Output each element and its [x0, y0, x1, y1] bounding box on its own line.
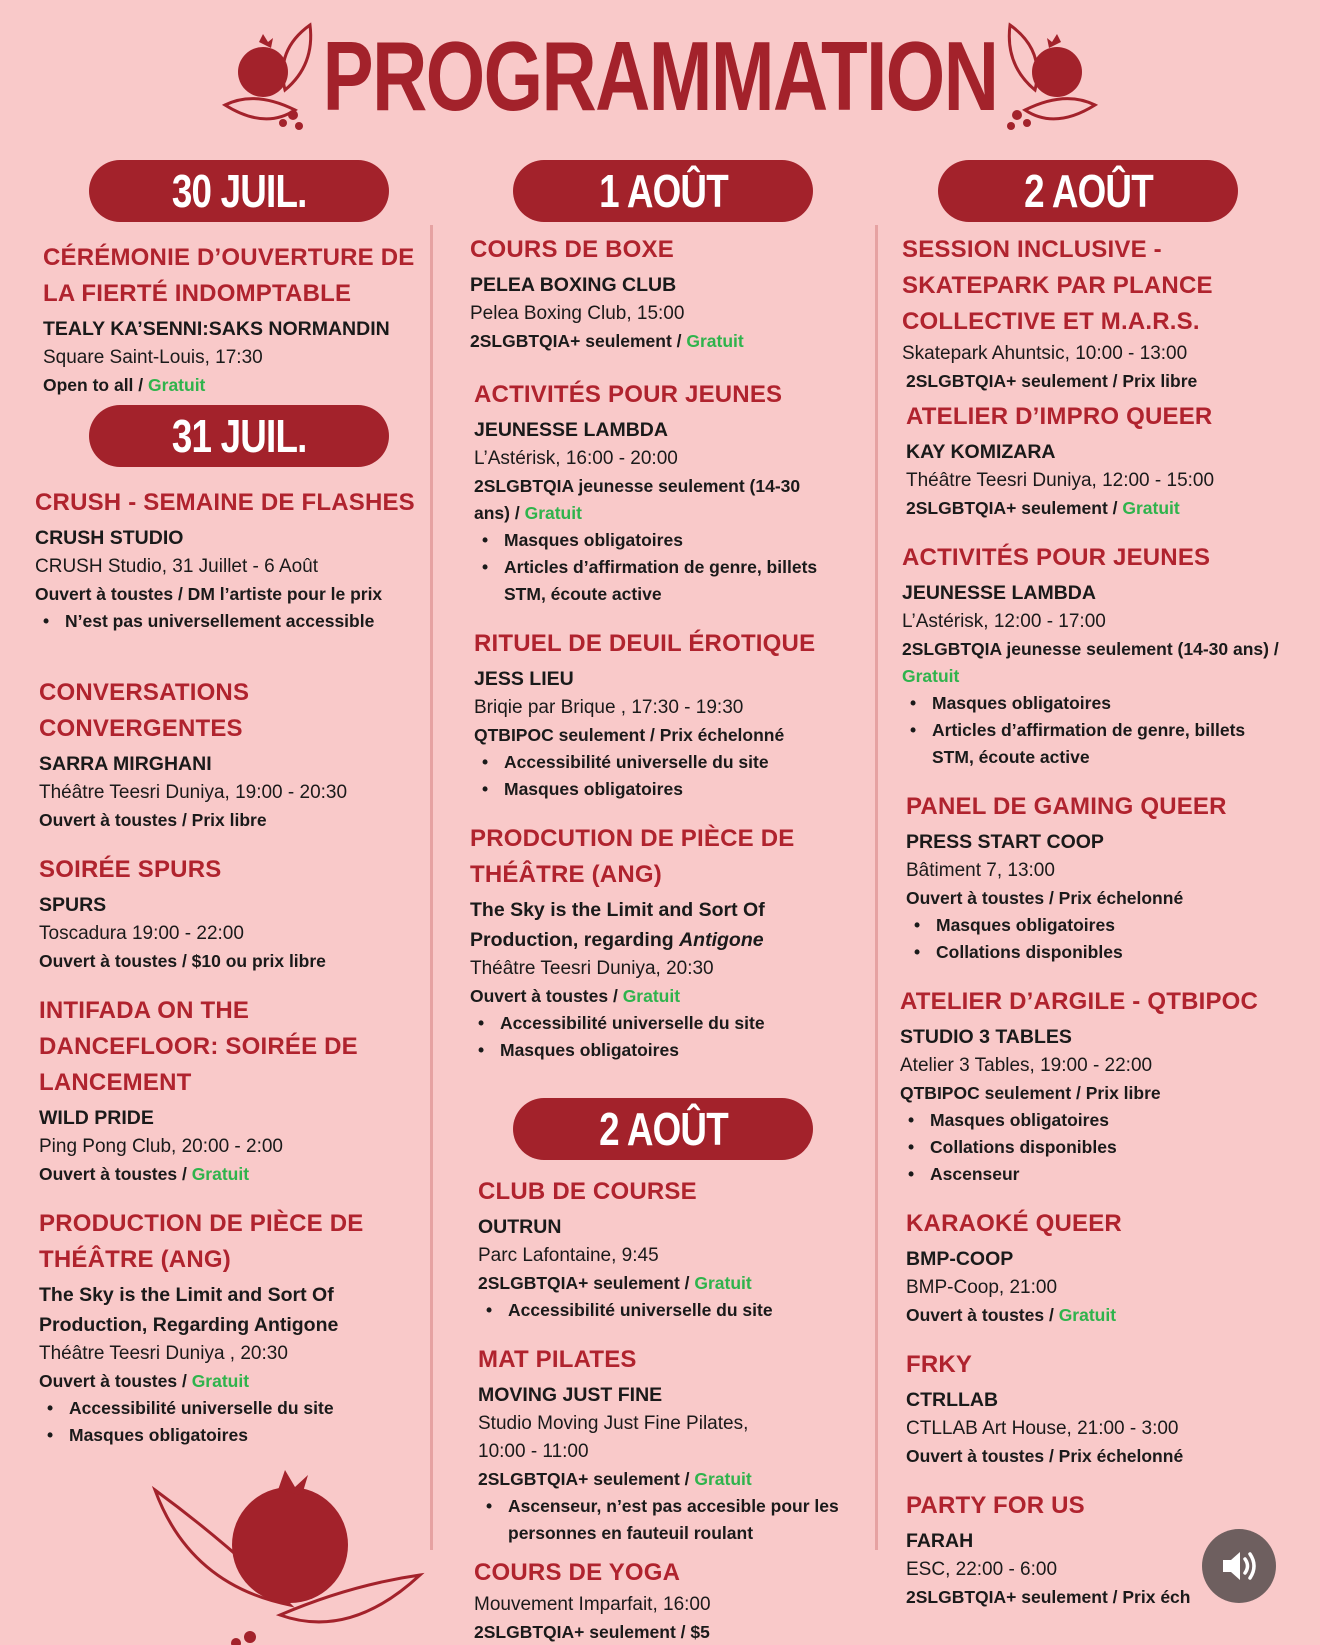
- event-location: Studio Moving Just Fine Pilates, 10:00 - 11:00: [478, 1413, 749, 1462]
- event-location: L’Astérisk, 16:00 - 20:00: [474, 448, 678, 469]
- list-item: • Ascenseur: [906, 1161, 1318, 1188]
- event-title: PARTY FOR US: [906, 1492, 1085, 1519]
- event-organizer: TEALY KA’SENNI:SAKS NORMANDIN: [43, 318, 390, 340]
- event-card: [470, 626, 870, 803]
- date-pill: 31 JUIL.: [89, 405, 389, 467]
- event-title: PRODUCTION DE PIÈCE DE THÉÂTRE (ANG): [39, 1210, 364, 1273]
- event-access: 2SLGBTQIA+ seulement / $5: [474, 1622, 710, 1642]
- event-access: Ouvert à toustes / Gratuit: [39, 1164, 250, 1184]
- event-location: Pelea Boxing Club, 15:00: [470, 303, 685, 324]
- event-card: [35, 485, 435, 635]
- event-organizer: The Sky is the Limit and Sort Of Production, regarding Antigone: [470, 899, 765, 951]
- event-card: [898, 232, 1318, 395]
- event-organizer: PRESS START COOP: [906, 831, 1104, 853]
- event-title: CONVERSATIONS CONVERGENTES: [39, 679, 250, 742]
- event-location: Mouvement Imparfait, 16:00: [474, 1594, 711, 1615]
- list-item: • Masques obligatoires: [480, 527, 870, 554]
- event-access: QTBIPOC seulement / Prix libre: [900, 1083, 1161, 1103]
- event-card: [470, 1555, 870, 1645]
- event-access: 2SLGBTQIA jeunesse seulement (14-30 ans) / Gratuit: [474, 476, 801, 523]
- list-item: • Masques obligatoires: [480, 776, 870, 803]
- list-item: • Masques obligatoires: [906, 1107, 1318, 1134]
- event-title: RITUEL DE DEUIL ÉROTIQUE: [474, 630, 816, 657]
- event-organizer: MOVING JUST FINE: [478, 1384, 663, 1406]
- event-location: L’Astérisk, 12:00 - 17:00: [902, 611, 1106, 632]
- event-title: CÉRÉMONIE D’OUVERTURE DE LA FIERTÉ INDOMPTABLE: [43, 244, 415, 307]
- event-access: Ouvert à toustes / Gratuit: [906, 1305, 1117, 1325]
- event-title: INTIFADA ON THE DANCEFLOOR: SOIRÉE DE LANCEMENT: [39, 997, 358, 1096]
- event-title: ATELIER D’ARGILE - QTBIPOC: [900, 988, 1259, 1015]
- event-organizer: STUDIO 3 TABLES: [900, 1026, 1072, 1048]
- date-pill: 2 AOÛT: [513, 1098, 813, 1160]
- event-access: 2SLGBTQIA+ seulement / Gratuit: [470, 331, 744, 351]
- list-item: • Collations disponibles: [906, 1134, 1318, 1161]
- event-access: 2SLGBTQIA+ seulement / Gratuit: [906, 498, 1180, 518]
- sound-icon: [1220, 1549, 1258, 1583]
- sound-button[interactable]: [1202, 1529, 1276, 1603]
- event-location: Théâtre Teesri Duniya, 12:00 - 15:00: [906, 470, 1215, 491]
- list-item: • Masques obligatoires: [912, 912, 1318, 939]
- event-location: Square Saint-Louis, 17:30: [43, 347, 263, 368]
- event-location: CTLLAB Art House, 21:00 - 3:00: [906, 1418, 1179, 1439]
- event-access: Ouvert à toustes / Gratuit: [39, 1371, 250, 1391]
- event-card: [898, 540, 1318, 771]
- event-access: Ouvert à toustes / Prix échelonné: [906, 1446, 1184, 1466]
- event-card: [35, 993, 435, 1188]
- event-title: FRKY: [906, 1351, 973, 1378]
- event-location: CRUSH Studio, 31 Juillet - 6 Août: [35, 556, 319, 577]
- list-item: • Masques obligatoires: [908, 690, 1318, 717]
- event-title: COURS DE BOXE: [470, 236, 674, 263]
- list-item: • Accessibilité universelle du site: [480, 749, 870, 776]
- event-location: Théâtre Teesri Duniya, 20:30: [470, 958, 714, 979]
- event-card: [470, 377, 870, 608]
- event-location: Atelier 3 Tables, 19:00 - 22:00: [900, 1055, 1153, 1076]
- list-item: • Accessibilité universelle du site: [476, 1010, 870, 1037]
- column-1: [35, 160, 435, 1449]
- event-title: PANEL DE GAMING QUEER: [906, 793, 1227, 820]
- event-organizer: CRUSH STUDIO: [35, 527, 184, 549]
- event-access: Ouvert à toustes / Gratuit: [470, 986, 681, 1006]
- event-title: CLUB DE COURSE: [478, 1178, 697, 1205]
- event-access: Ouvert à toustes / Prix libre: [39, 810, 267, 830]
- event-title: KARAOKÉ QUEER: [906, 1210, 1122, 1237]
- date-pill: 30 JUIL.: [89, 160, 389, 222]
- event-access: Open to all / Gratuit: [43, 375, 206, 395]
- event-organizer: KAY KOMIZARA: [906, 441, 1056, 463]
- event-location: Briqie par Brique , 17:30 - 19:30: [474, 697, 744, 718]
- event-card: [470, 1342, 870, 1547]
- event-title: ATELIER D’IMPRO QUEER: [906, 403, 1213, 430]
- event-organizer: OUTRUN: [478, 1216, 562, 1238]
- list-item: • Ascenseur, n’est pas accesible pour les personnes en fauteuil roulant: [484, 1493, 854, 1547]
- event-organizer: JESS LIEU: [474, 668, 574, 690]
- event-organizer: WILD PRIDE: [39, 1107, 154, 1129]
- event-card: [898, 789, 1318, 966]
- list-item: • Articles d’affirmation de genre, billets STM, écoute active: [908, 717, 1278, 771]
- event-organizer: SARRA MIRGHANI: [39, 753, 212, 775]
- event-access: 2SLGBTQIA jeunesse seulement (14-30 ans) / Gratuit: [902, 639, 1279, 686]
- event-organizer: The Sky is the Limit and Sort Of Production, Regarding Antigone: [39, 1284, 339, 1336]
- pomegranate-icon: [995, 20, 1105, 135]
- event-organizer: BMP-COOP: [906, 1248, 1014, 1270]
- event-title: ACTIVITÉS POUR JEUNES: [474, 381, 783, 408]
- event-access: 2SLGBTQIA+ seulement / Prix libre: [906, 371, 1198, 391]
- event-title: CRUSH - SEMAINE DE FLASHES: [35, 489, 415, 516]
- event-location: Skatepark Ahuntsic, 10:00 - 13:00: [902, 343, 1188, 364]
- event-location: Toscadura 19:00 - 22:00: [39, 923, 244, 944]
- column-3: [898, 160, 1318, 1611]
- event-card: [470, 232, 870, 355]
- list-item: • Accessibilité universelle du site: [484, 1297, 870, 1324]
- event-title: SESSION INCLUSIVE - SKATEPARK PAR PLANCE COLLECTIVE ET M.A.R.S.: [902, 236, 1213, 335]
- event-card: [35, 1206, 435, 1449]
- event-organizer: PELEA BOXING CLUB: [470, 274, 677, 296]
- event-access: 2SLGBTQIA+ seulement / Gratuit: [478, 1273, 752, 1293]
- event-card: [898, 1347, 1318, 1470]
- event-card: [470, 1174, 870, 1324]
- event-title: ACTIVITÉS POUR JEUNES: [902, 544, 1211, 571]
- event-access: QTBIPOC seulement / Prix échelonné: [474, 725, 785, 745]
- date-pill: 2 AOÛT: [938, 160, 1238, 222]
- event-organizer: JEUNESSE LAMBDA: [902, 582, 1096, 604]
- event-access: Ouvert à toustes / DM l’artiste pour le prix: [35, 584, 383, 604]
- event-card: [35, 852, 435, 975]
- list-item: • Articles d’affirmation de genre, billets STM, écoute active: [480, 554, 840, 608]
- event-access: 2SLGBTQIA+ seulement / Gratuit: [478, 1469, 752, 1489]
- list-item: • Accessibilité universelle du site: [45, 1395, 435, 1422]
- event-access: Ouvert à toustes / Prix échelonné: [906, 888, 1184, 908]
- page-title: PROGRAMMATION: [322, 21, 998, 131]
- column-2: [470, 160, 870, 1645]
- event-title: PRODCUTION DE PIÈCE DE THÉÂTRE (ANG): [470, 825, 795, 888]
- list-item: • Collations disponibles: [912, 939, 1318, 966]
- event-location: Ping Pong Club, 20:00 - 2:00: [39, 1136, 284, 1157]
- event-title: SOIRÉE SPURS: [39, 856, 222, 883]
- event-organizer: JEUNESSE LAMBDA: [474, 419, 668, 441]
- event-title: COURS DE YOGA: [474, 1559, 681, 1586]
- list-item: • N’est pas universellement accessible: [41, 608, 435, 635]
- event-location: ESC, 22:00 - 6:00: [906, 1559, 1058, 1580]
- event-title: MAT PILATES: [478, 1346, 637, 1373]
- event-access: 2SLGBTQIA+ seulement / Prix éch: [906, 1587, 1191, 1607]
- event-card: [898, 399, 1318, 522]
- event-location: Théâtre Teesri Duniya , 20:30: [39, 1343, 288, 1364]
- event-access: Ouvert à toustes / $10 ou prix libre: [39, 951, 326, 971]
- event-card: [470, 821, 870, 1064]
- event-location: Parc Lafontaine, 9:45: [478, 1245, 659, 1266]
- event-card: [898, 984, 1318, 1188]
- event-location: BMP-Coop, 21:00: [906, 1277, 1058, 1298]
- pomegranate-icon: [215, 20, 325, 135]
- event-card: [35, 240, 435, 399]
- event-card: [35, 675, 435, 834]
- event-organizer: FARAH: [906, 1530, 974, 1552]
- date-pill: 1 AOÛT: [513, 160, 813, 222]
- event-location: Théâtre Teesri Duniya, 19:00 - 20:30: [39, 782, 348, 803]
- event-organizer: SPURS: [39, 894, 107, 916]
- list-item: • Masques obligatoires: [45, 1422, 435, 1449]
- event-card: [898, 1206, 1318, 1329]
- column-divider: [875, 225, 878, 1550]
- list-item: • Masques obligatoires: [476, 1037, 870, 1064]
- pomegranate-icon: [150, 1465, 430, 1645]
- event-location: Bâtiment 7, 13:00: [906, 860, 1055, 881]
- event-organizer: CTRLLAB: [906, 1389, 999, 1411]
